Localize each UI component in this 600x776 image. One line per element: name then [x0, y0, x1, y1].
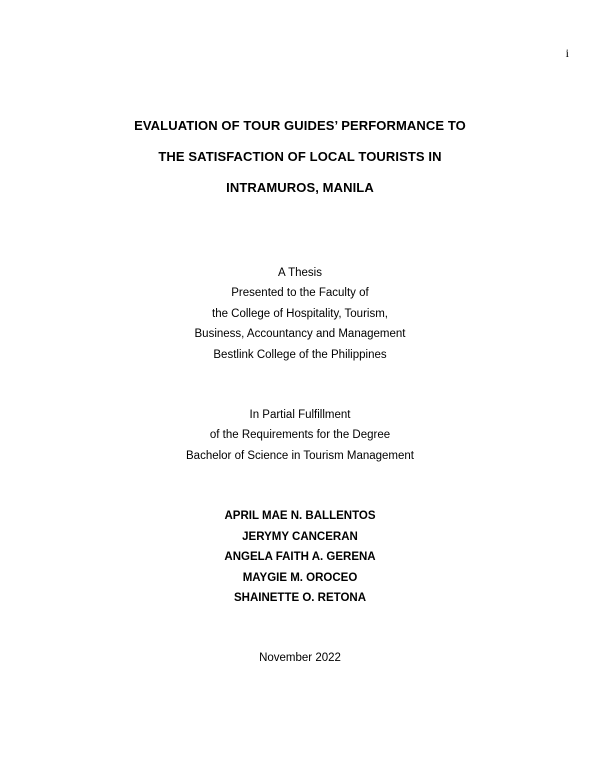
presentation-line-2: Presented to the Faculty of [231, 287, 369, 299]
title-line-2: THE SATISFACTION OF LOCAL TOURISTS IN [158, 149, 442, 164]
fulfillment-line-1: In Partial Fulfillment [249, 409, 351, 421]
presentation-line-1: A Thesis [278, 267, 322, 279]
author-name: APRIL MAE N. BALLENTOS [224, 510, 376, 522]
fulfillment-line-2: of the Requirements for the Degree [209, 429, 391, 441]
page-number: i [565, 46, 569, 60]
presentation-line-4: Business, Accountancy and Management [194, 328, 406, 340]
author-name: ANGELA FAITH A. GERENA [224, 551, 376, 563]
author-name: MAYGIE M. OROCEO [242, 572, 358, 584]
presentation-line-3: the College of Hospitality, Tourism, [212, 308, 388, 320]
title-line-3: INTRAMUROS, MANILA [226, 180, 374, 195]
title-line-1: EVALUATION OF TOUR GUIDES’ PERFORMANCE TO [134, 118, 466, 133]
submission-date: November 2022 [259, 652, 341, 664]
fulfillment-line-3: Bachelor of Science in Tourism Management [186, 450, 414, 462]
presentation-line-5: Bestlink College of the Philippines [213, 349, 387, 361]
author-name: SHAINETTE O. RETONA [233, 592, 367, 604]
author-name: JERYMY CANCERAN [242, 531, 358, 543]
